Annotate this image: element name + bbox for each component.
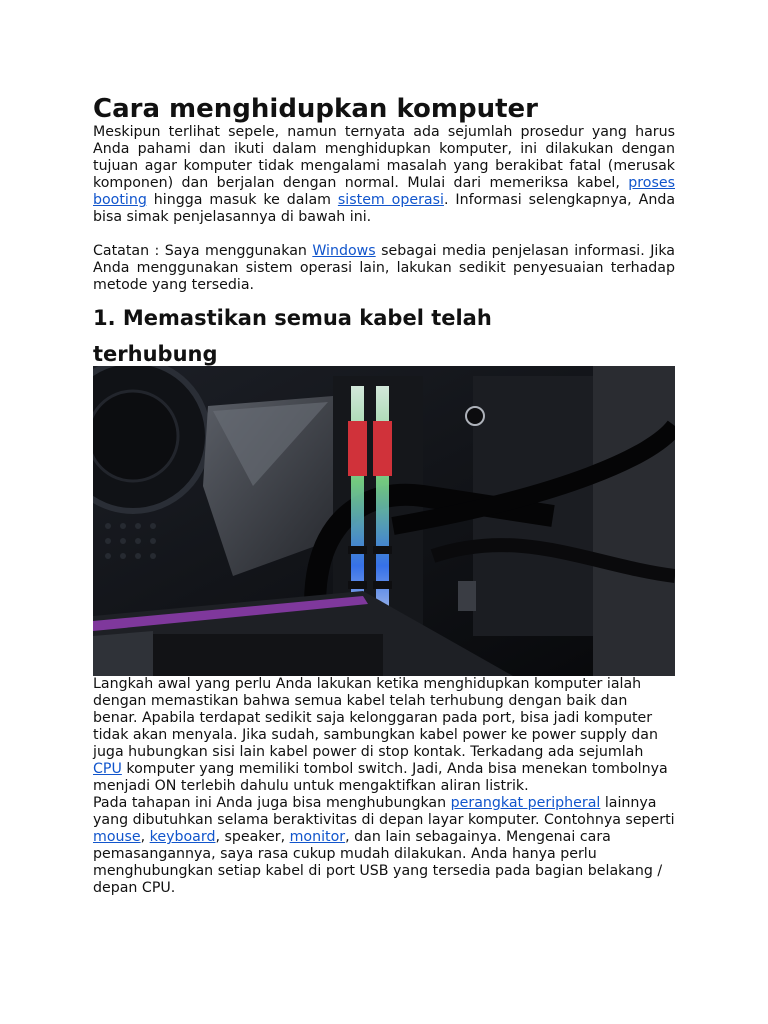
p1-text-1: Langkah awal yang perlu Anda lakukan ketika menghidupkan komputer ialah dengan memastikan bahwa semua kabel telah terhubung dengan baik dan benar. Apabila terdapat sedikit saja kelonggaran pada port, bisa jadi komputer tidak akan menyala. Jika sudah, sambungkan kabel power ke power supply dan juga hubungkan sisi lain kabel power di stop kontak. Terkadang ada sejumlah [93,676,658,760]
cpu-link[interactable]: CPU [93,761,122,777]
p2-text-5: , dan lain sebagainya. Mengenai cara pemasangannya, saya rasa cukup mudah dilakukan. Anda hanya perlu menghubungkan setiap kabel di port USB yang tersedia pada bagian belakang / depan CPU. [93,829,663,896]
p2-text-3: , [140,829,150,845]
intro-text-2: hingga masuk ke dalam [146,192,338,208]
paragraph-peripheral [93,795,675,897]
paragraph-cables [93,676,675,795]
p2-text-2: lainnya yang dibutuhkan selama beraktivitas di depan layar komputer. Contohnya seperti [93,795,675,828]
section-heading: 1. Memastikan semua kabel telah terhubung [93,306,492,366]
page-title: Cara menghidupkan komputer [93,94,538,124]
windows-link[interactable]: Windows [312,243,376,259]
intro-text-1: Meskipun terlihat sepele, namun ternyata ada sejumlah prosedur yang harus Anda pahami dan ikuti dalam menghidupkan komputer, ini dilakukan dengan tujuan agar komputer tidak mengalami masalah yang berakibat fatal (merusak komponen) dan berjalan dengan normal. Mulai dari memeriksa kabel, [93,124,675,191]
pc-build-photo [93,366,675,676]
sistem-operasi-link[interactable]: sistem operasi [337,192,444,208]
note-text-2: sebagai media penjelasan informasi. Jika Anda menggunakan sistem operasi lain, lakukan sedikit penyesuaian terhadap metode yang tersedia. [93,243,675,293]
keyboard-link[interactable]: keyboard [149,829,216,845]
p2-text-4: , speaker, [215,829,290,845]
pc-build-ram-icon [93,366,675,676]
section-body [93,676,675,897]
p2-text-1: Pada tahapan ini Anda juga bisa menghubungkan [93,795,451,811]
mouse-link[interactable]: mouse [93,829,141,845]
p1-text-2: komputer yang memiliki tombol switch. Jadi, Anda bisa menekan tombolnya menjadi ON terlebih dahulu untuk mengaktifkan aliran listrik. [93,761,668,794]
perangkat-peripheral-link[interactable]: perangkat peripheral [450,795,601,811]
note-paragraph [93,243,675,294]
note-text-1: Catatan : Saya menggunakan [93,243,313,259]
monitor-link[interactable]: monitor [289,829,346,845]
intro-paragraph [93,124,675,226]
proses-booting-link[interactable]: proses booting [93,175,675,208]
intro-text-3: . Informasi selengkapnya, Anda bisa simak penjelasannya di bawah ini. [93,192,676,225]
